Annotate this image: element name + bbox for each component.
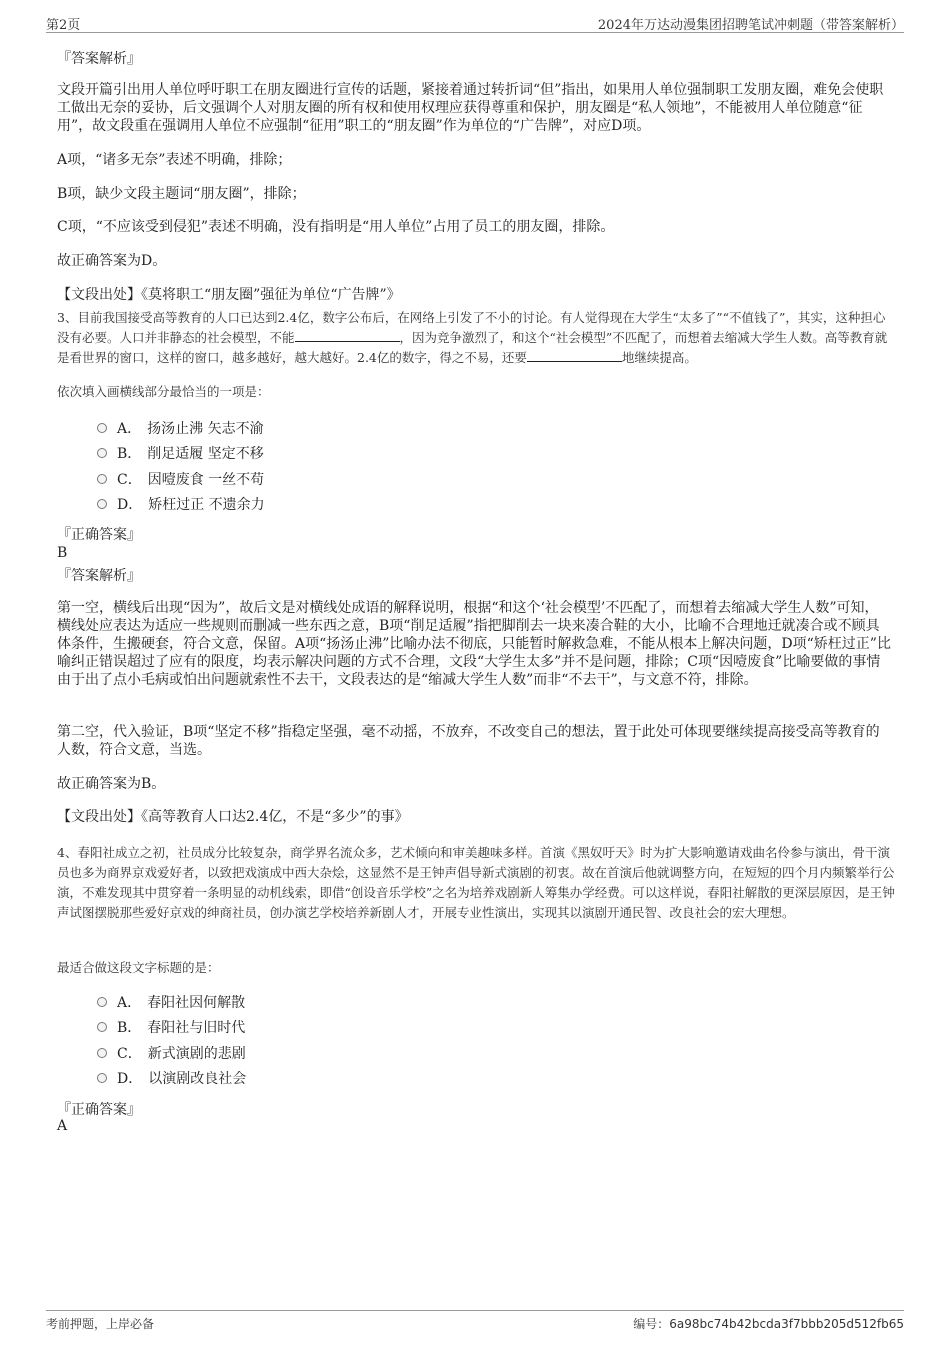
radio-icon[interactable] — [97, 474, 107, 484]
code-label: 编号： — [633, 1317, 670, 1331]
radio-icon[interactable] — [97, 1073, 107, 1083]
option-text: 削足适履 坚定不移 — [147, 446, 264, 462]
option-text: 扬汤止沸 矢志不渝 — [147, 421, 264, 437]
q4-prompt: 最适合做这段文字标题的是： — [57, 960, 220, 975]
q3-prompt: 依次填入画横线部分最恰当的一项是： — [57, 384, 270, 399]
q2-analysis-paragraph: 文段开篇引出用人单位呼吁职工在朋友圈进行宣传的话题，紧接着通过转折词“但”指出，如果用人单位强制职工发朋友圈，难免会使职工做出无奈的妥协，后文强调个人对朋友圈的所有权和使用权理应获得尊重和保护，朋友圈是“私人领地”，不能被用人单位随意“征用”，故文段重在强调用人单位不应强制“征用”职工的“朋友圈”作为单位的“广告牌”，对应D项。 — [57, 82, 884, 134]
q2-analysis-option-c: C项，“不应该受到侵犯”表述不明确，没有指明是“用人单位”占用了员工的朋友圈，排除。 — [57, 219, 615, 235]
q2-analysis-option-a: A项，“诸多无奈”表述不明确，排除； — [57, 152, 292, 168]
q2-source: 【文段出处】《莫将职工“朋友圈”强征为单位“广告牌”》 — [57, 287, 401, 303]
q3-option-c[interactable] — [97, 469, 264, 491]
option-text: 矫枉过正 不遗余力 — [148, 497, 265, 513]
q3-option-a[interactable] — [97, 418, 264, 440]
option-text: 春阳社与旧时代 — [147, 1020, 246, 1036]
page-footer — [46, 1310, 904, 1335]
q3-answer-heading: 『正确答案』 — [57, 527, 141, 543]
q4-option-a[interactable] — [97, 992, 245, 1014]
option-letter: C． — [117, 1046, 142, 1062]
radio-icon[interactable] — [97, 1022, 107, 1032]
q3-analysis-conclusion: 故正确答案为B。 — [57, 776, 166, 792]
radio-icon[interactable] — [97, 448, 107, 458]
radio-icon[interactable] — [97, 423, 107, 433]
option-letter: D． — [117, 497, 143, 513]
option-letter: A． — [117, 995, 142, 1011]
q3-answer: B — [57, 545, 68, 561]
q3-option-d[interactable] — [97, 494, 265, 516]
option-letter: B． — [117, 446, 142, 462]
option-letter: C． — [117, 472, 142, 488]
document-title: 2024年万达动漫集团招聘笔试冲刺题（带答案解析） — [597, 18, 904, 33]
q3-stem — [57, 308, 897, 368]
radio-icon[interactable] — [97, 499, 107, 509]
q3-option-b[interactable] — [97, 443, 264, 465]
radio-icon[interactable] — [97, 997, 107, 1007]
q4-stem: 4、春阳社成立之初，社员成分比较复杂，商学界名流众多，艺术倾向和审美趣味多样。首演《黑奴吁天》时为扩大影响邀请戏曲名伶参与演出，骨干演员也多为商界京戏爱好者，以致把戏演成中西大杂烩，这显然不是王钟声倡导新式演剧的初衷。故在首演后他就调整方向，在短短的四个月内频繁举行公演，不难发现其中贯穿着一条明显的动机线索，即借“创设音乐学校”之名为培养戏剧新人筹集办学经费。可以这样说，春阳社解散的更深层原因，是王钟声试图摆脱那些爱好京戏的绅商社员，创办演艺学校培养新剧人才，开展专业性演出，实现其以演剧开通民智、改良社会的宏大理想。 — [57, 845, 895, 920]
q3-blank-1 — [295, 329, 400, 342]
option-letter: A． — [117, 421, 142, 437]
option-text: 春阳社因何解散 — [147, 995, 246, 1011]
q3-analysis-paragraph-2: 第二空，代入验证，B项“坚定不移”指稳定坚强，毫不动摇，不放弃，不改变自己的想法，置于此处可体现要继续提高接受高等教育的人数，符合文意，当选。 — [57, 724, 880, 758]
q3-blank-2 — [527, 349, 622, 362]
document-code — [633, 1315, 904, 1332]
radio-icon[interactable] — [97, 1048, 107, 1058]
q4-answer-heading: 『正确答案』 — [57, 1102, 141, 1118]
option-text: 因噎废食 一丝不苟 — [147, 472, 265, 488]
q2-analysis-option-b: B项，缺少文段主题词“朋友圈”，排除； — [57, 186, 306, 202]
option-letter: D． — [117, 1071, 143, 1087]
q4-option-c[interactable] — [97, 1043, 246, 1065]
page-header — [46, 12, 904, 33]
q3-analysis-paragraph-1: 第一空，横线后出现“因为”，故后文是对横线处成语的解释说明，根据“和这个‘社会模型’不匹配了，而想着去缩减大学生人数”可知，横线处应表达为适应一些规则而删减一些东西之意，B项“削足适履”指把脚削去一块来凑合鞋的大小，比喻不合理地迁就凑合或不顾具体条件，生搬硬套，符合文意，保留。A项“扬汤止沸”比喻办法不彻底，只能暂时解救急难，不能从根本上解决问题，D项“矫枉过正”比喻纠正错误超过了应有的限度，均表示解决问题的方式不合理，文段“大学生太多”并不是问题，排除；C项“因噎废食”比喻要做的事情由于出了点小毛病或怕出问题就索性不去干，文段表达的是“缩减大学生人数”而非“不去干”，与文意不符，排除。 — [57, 600, 891, 688]
option-text: 以演剧改良社会 — [148, 1071, 247, 1087]
q2-analysis-conclusion: 故正确答案为D。 — [57, 253, 167, 269]
footer-slogan: 考前押题，上岸必备 — [46, 1317, 155, 1331]
q3-source: 【文段出处】《高等教育人口达2.4亿，不是“多少”的事》 — [57, 809, 409, 825]
q2-analysis-heading: 『答案解析』 — [57, 51, 141, 67]
q3-stem-part3: 地继续提高。 — [621, 350, 697, 365]
q3-analysis-heading: 『答案解析』 — [57, 568, 141, 584]
q3-stem-part2: ，因为竞争激烈了，和这个“社会模型”不匹配了，而想着去缩减大学生人数。高等教育就是看世界的窗口，这样的窗口，越多越好，越大越好。2.4亿的数字，得之不易，还要 — [57, 330, 888, 365]
page-number: 第2页 — [46, 18, 81, 33]
q4-option-b[interactable] — [97, 1017, 245, 1039]
q3-stem-part1: 3、目前我国接受高等教育的人口已达到2.4亿，数字公布后，在网络上引发了不小的讨论。有人觉得现在大学生“太多了”“不值钱了”，其实，这种担心没有必要。人口并非静态的社会模型，不能 — [57, 310, 886, 345]
q4-answer: A — [57, 1118, 68, 1134]
option-text: 新式演剧的悲剧 — [147, 1046, 246, 1062]
option-letter: B． — [117, 1020, 142, 1036]
code-value: 6a98bc74b42bcda3f7bbb205d512fb65 — [669, 1317, 904, 1331]
q4-option-d[interactable] — [97, 1068, 246, 1090]
